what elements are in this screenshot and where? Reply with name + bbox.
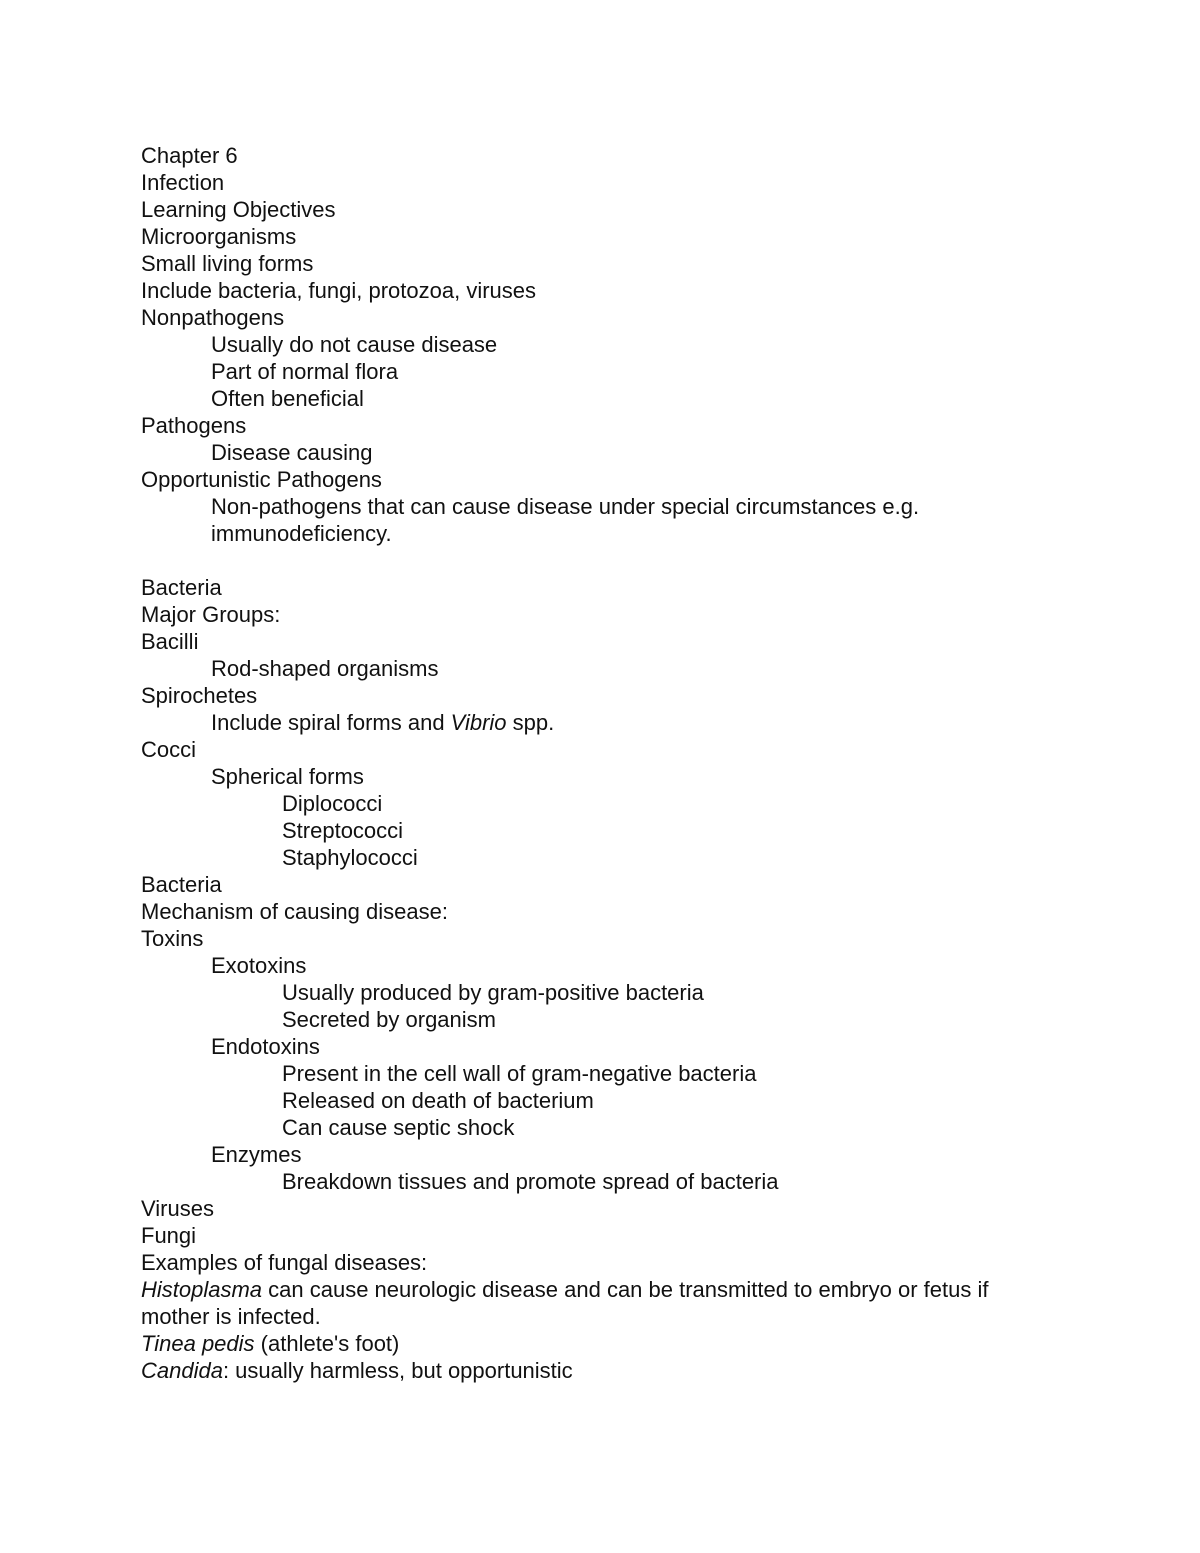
opportunistic-heading: Opportunistic Pathogens (141, 467, 382, 492)
spirochetes-desc (141, 709, 1101, 736)
nonpathogens-heading: Nonpathogens (141, 305, 285, 330)
major-groups-subheading: Major Groups: (141, 602, 281, 627)
histoplasma-genus: Histoplasma (141, 1277, 263, 1302)
opportunistic-desc-line: immunodeficiency. (211, 521, 392, 546)
bacilli-heading: Bacilli (141, 629, 199, 654)
fungal-examples-subheading: Examples of fungal diseases: (141, 1250, 428, 1275)
tinea-pedis-name: Tinea pedis (141, 1331, 255, 1356)
histoplasma-line (141, 1276, 1101, 1303)
exotoxins-item: Usually produced by gram-positive bacteria (282, 980, 704, 1005)
blank-line (141, 547, 1101, 574)
document-body (141, 142, 1101, 1384)
spirochetes-desc-text: Include spiral forms and (211, 710, 451, 735)
histoplasma-line-cont: mother is infected. (141, 1304, 321, 1329)
endotoxins-item: Released on death of bacterium (282, 1088, 594, 1113)
cocci-desc: Spherical forms (211, 764, 364, 789)
nonpathogens-item: Often beneficial (211, 386, 364, 411)
nonpathogens-item: Part of normal flora (211, 359, 399, 384)
spirochetes-desc-suffix: spp. (506, 710, 555, 735)
microorganisms-line: Include bacteria, fungi, protozoa, viruses (141, 278, 537, 303)
microorganisms-heading: Microorganisms (141, 224, 297, 249)
enzymes-item: Breakdown tissues and promote spread of bacteria (282, 1169, 779, 1194)
bacilli-desc: Rod-shaped organisms (211, 656, 439, 681)
pathogens-heading: Pathogens (141, 413, 247, 438)
tinea-desc: (athlete's foot) (254, 1331, 400, 1356)
bacteria-mechanism-heading: Bacteria (141, 872, 222, 897)
fungi-heading: Fungi (141, 1223, 197, 1248)
histoplasma-desc: can cause neurologic disease and can be transmitted to embryo or fetus if (262, 1277, 989, 1302)
candida-line (141, 1357, 1101, 1384)
candida-name: Candida (141, 1358, 223, 1383)
endotoxins-heading: Endotoxins (211, 1034, 320, 1059)
endotoxins-item: Present in the cell wall of gram-negative bacteria (282, 1061, 757, 1086)
microorganisms-line: Small living forms (141, 251, 314, 276)
bacteria-heading: Bacteria (141, 575, 222, 600)
exotoxins-heading: Exotoxins (211, 953, 307, 978)
chapter-label: Chapter 6 (141, 143, 238, 168)
tinea-line (141, 1330, 1101, 1357)
spirochetes-heading: Spirochetes (141, 683, 258, 708)
candida-desc: : usually harmless, but opportunistic (222, 1358, 573, 1383)
opportunistic-desc-line: Non-pathogens that can cause disease under special circumstances e.g. (211, 494, 920, 519)
learning-objectives-heading: Learning Objectives (141, 197, 336, 222)
vibrio-genus: Vibrio (450, 710, 507, 735)
cocci-heading: Cocci (141, 737, 197, 762)
exotoxins-item: Secreted by organism (282, 1007, 496, 1032)
viruses-heading: Viruses (141, 1196, 214, 1221)
mechanism-subheading: Mechanism of causing disease: (141, 899, 448, 924)
pathogens-item: Disease causing (211, 440, 373, 465)
toxins-heading: Toxins (141, 926, 204, 951)
chapter-title: Infection (141, 170, 225, 195)
endotoxins-item: Can cause septic shock (282, 1115, 515, 1140)
cocci-type: Diplococci (282, 791, 383, 816)
cocci-type: Streptococci (282, 818, 404, 843)
cocci-type: Staphylococci (282, 845, 418, 870)
enzymes-heading: Enzymes (211, 1142, 302, 1167)
nonpathogens-item: Usually do not cause disease (211, 332, 498, 357)
